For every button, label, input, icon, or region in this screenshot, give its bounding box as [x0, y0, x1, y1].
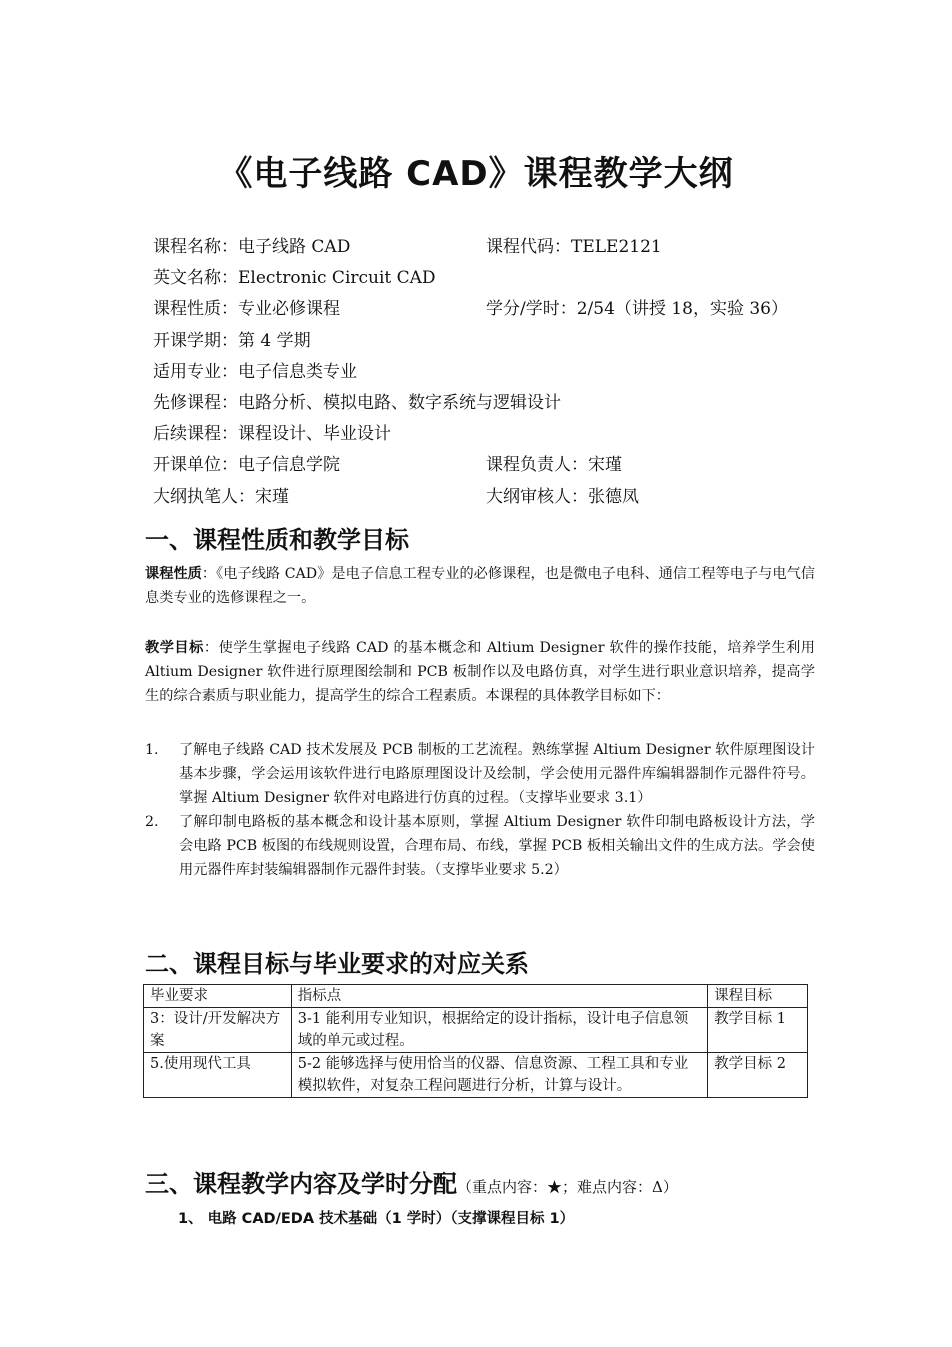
column-header: 指标点 [291, 985, 707, 1008]
section-heading: 二、课程目标与毕业要求的对应关系 [145, 950, 529, 978]
info-row [153, 294, 813, 325]
prerequisite-courses: 先修课程：电路分析、模拟电路、数字系统与逻辑设计 [153, 392, 561, 413]
section-heading: 一、课程性质和教学目标 [145, 526, 409, 554]
list-item [145, 738, 815, 810]
list-item [145, 810, 815, 882]
info-row [153, 419, 813, 450]
course-name: 课程名称：电子线路 CAD [153, 237, 351, 257]
info-row [153, 482, 813, 513]
document-title: 《电子线路 CAD》课程教学大纲 [218, 154, 734, 194]
syllabus-author: 大纲执笔人：宋瑾 [153, 486, 289, 507]
table-row [144, 1008, 808, 1053]
key-difficulty-note: （重点内容：★；难点内容：Δ） [457, 1178, 678, 1196]
teaching-goal-paragraph [145, 636, 815, 708]
course-info-block [153, 232, 813, 513]
goal-list [145, 738, 815, 882]
course-nature-text: ：《电子线路 CAD》是电子信息工程专业的必修课程，也是微电子电科、通信工程等电子与电气信息类专业的选修课程之一。 [145, 566, 815, 606]
column-header: 课程目标 [708, 985, 808, 1008]
list-item-text: 了解电子线路 CAD 技术发展及 PCB 制板的工艺流程。熟练掌握 Altium Designer 软件原理图设计基本步骤，学会运用该软件进行电路原理图设计及绘制，学会使用元器件库编辑器制作元器件符号。掌握 Altium Designer 软件对电路进行仿真的过程。（支撑毕业要求 3.1） [179, 742, 815, 806]
applicable-major: 适用专业：电子信息类专业 [153, 361, 357, 382]
section-heading-text: 三、课程教学内容及学时分配 [145, 1170, 457, 1198]
section-heading [145, 1164, 678, 1199]
department: 开课单位：电子信息学院 [153, 455, 340, 476]
requirements-table [143, 984, 808, 1098]
table-cell: 3-1 能利用专业知识，根据给定的设计指标，设计电子信息领域的单元或过程。 [291, 1008, 707, 1053]
info-row [153, 263, 813, 294]
info-row [153, 450, 813, 481]
list-item-text: 了解印制电路板的基本概念和设计基本原则，掌握 Altium Designer 软件印制电路板设计方法，学会电路 PCB 板图的布线规则设置，合理布局、布线，掌握 PCB 板相关输出文件的生成方法。学会使用元器件库封装编辑器制作元器件封装。（支撑毕业要求 5.2） [179, 814, 815, 878]
subsection-heading: 1、 电路 CAD/EDA 技术基础（1 学时）（支撑课程目标 1） [178, 1211, 575, 1227]
course-nature-paragraph [145, 562, 815, 610]
list-number: 1. [145, 742, 159, 758]
column-header: 毕业要求 [144, 985, 292, 1008]
table-cell: 5.使用现代工具 [144, 1053, 292, 1098]
followup-courses: 后续课程：课程设计、毕业设计 [153, 424, 391, 445]
english-name: 英文名称：Electronic Circuit CAD [153, 268, 436, 289]
semester: 开课学期：第 4 学期 [153, 330, 311, 351]
syllabus-reviewer: 大纲审核人：张德凤 [486, 486, 639, 507]
table-header-row [144, 985, 808, 1008]
credits-hours: 学分/学时：2/54（讲授 18，实验 36） [486, 299, 788, 320]
course-nature-label: 课程性质 [145, 566, 202, 582]
info-row [153, 388, 813, 419]
course-type: 课程性质：专业必修课程 [153, 299, 340, 320]
table-cell: 5-2 能够选择与使用恰当的仪器、信息资源、工程工具和专业模拟软件，对复杂工程问题进行分析，计算与设计。 [291, 1053, 707, 1098]
info-row [153, 232, 813, 263]
info-row [153, 357, 813, 388]
table-row [144, 1053, 808, 1098]
table-cell: 教学目标 1 [708, 1008, 808, 1053]
course-code: 课程代码：TELE2121 [486, 237, 662, 257]
table-cell: 教学目标 2 [708, 1053, 808, 1098]
list-number: 2. [145, 814, 159, 830]
teaching-goal-label: 教学目标 [145, 640, 204, 656]
teaching-goal-text: ：使学生掌握电子线路 CAD 的基本概念和 Altium Designer 软件的操作技能，培养学生利用 Altium Designer 软件进行原理图绘制和 PCB 板制作以及电路仿真，对学生进行职业意识培养，提高学生的综合素质与职业能力，提高学生的综合工程素质。本课程的具体教学目标如下： [145, 640, 815, 704]
info-row [153, 326, 813, 357]
table-cell: 3：设计/开发解决方案 [144, 1008, 292, 1053]
course-leader: 课程负责人：宋瑾 [486, 455, 622, 476]
